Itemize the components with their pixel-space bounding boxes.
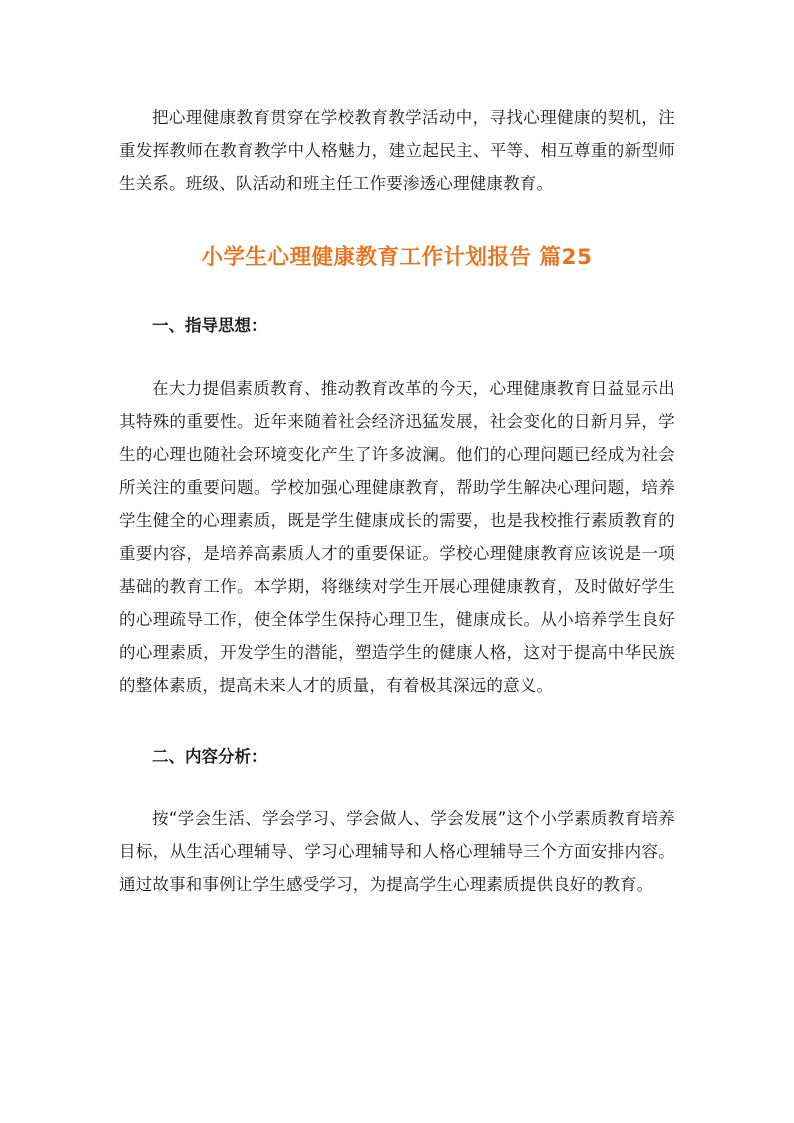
intro-paragraph: 把心理健康教育贯穿在学校教育教学活动中，寻找心理健康的契机，注重发挥教师在教育教学中人格魅力，建立起民主、平等、相互尊重的新型师生关系。班级、队活动和班主任工作要渗透心理健康教育。 [119, 108, 675, 193]
section-heading-guiding-ideology: 一、指导思想： [152, 316, 268, 335]
document-page [119, 97, 675, 901]
document-title: 小学生心理健康教育工作计划报告 篇25 [201, 245, 593, 270]
section-body-guiding-ideology: 在大力提倡素质教育、推动教育改革的今天，心理健康教育日益显示出其特殊的重要性。近年来随着社会经济迅猛发展，社会变化的日新月异，学生的心理也随社会环境变化产生了许多波澜。他们的心理问题已经成为社会所关注的重要问题。学校加强心理健康教育，帮助学生解决心理问题，培养学生健全的心理素质，既是学生健康成长的需要，也是我校推行素质教育的重要内容，是培养高素质人才的重要保证。学校心理健康教育应该说是一项基础的教育工作。本学期，将继续对学生开展心理健康教育，及时做好学生的心理疏导工作，使全体学生保持心理卫生，健康成长。从小培养学生良好的心理素质，开发学生的潜能，塑造学生的健康人格，这对于提高中华民族的整体素质，提高未来人才的质量，有着极其深远的意义。 [119, 379, 675, 695]
section-body-content-analysis: 按“学会生活、学会学习、学会做人、学会发展”这个小学素质教育培养目标，从生活心理辅导、学习心理辅导和人格心理辅导三个方面安排内容。通过故事和事例让学生感受学习，为提高学生心理素质提供良好的教育。 [119, 809, 675, 894]
section-heading-content-analysis: 二、内容分析： [152, 747, 268, 766]
